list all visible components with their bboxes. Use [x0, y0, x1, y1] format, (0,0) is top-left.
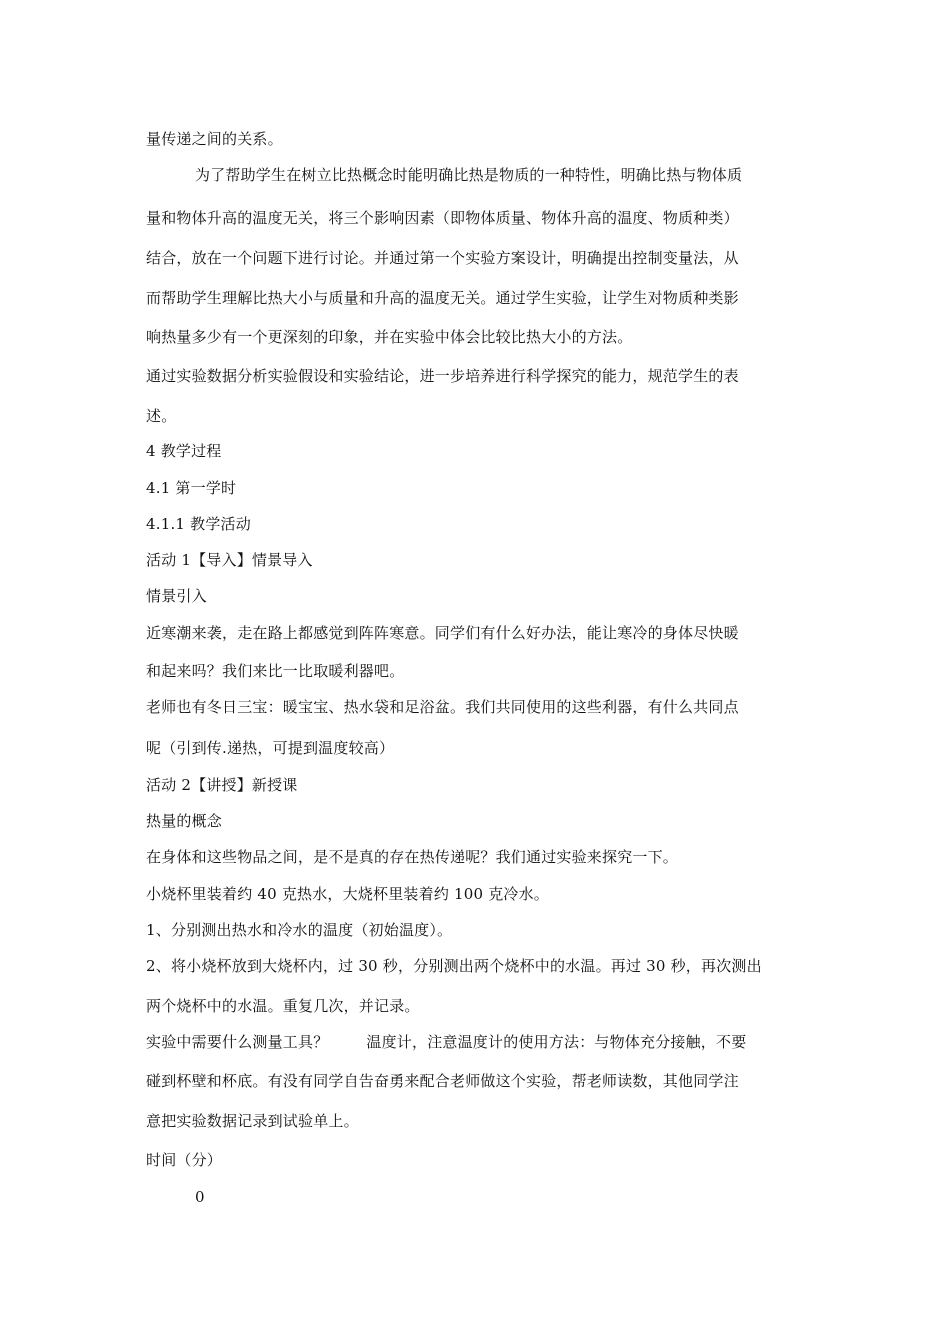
activity-heading: 活动 2【讲授】新授课 — [146, 776, 298, 794]
question-text: 实验中需要什么测量工具？ — [146, 1033, 329, 1051]
text-line: 老师也有冬日三宝：暖宝宝、热水袋和足浴盆。我们共同使用的这些利器，有什么共同点 — [146, 698, 739, 716]
list-item: 2、将小烧杯放到大烧杯内，过 30 秒，分别测出两个烧杯中的水温。再过 30 秒，再次测出 — [146, 957, 762, 975]
text-line — [146, 1033, 746, 1051]
table-cell-value: 0 — [195, 1188, 205, 1206]
topic-heading: 热量的概念 — [146, 812, 223, 830]
text-line: 碰到杯壁和杯底。有没有同学自告奋勇来配合老师做这个实验，帮老师读数，其他同学注 — [146, 1072, 739, 1090]
text-line: 和起来吗？我们来比一比取暖利器吧。 — [146, 662, 405, 680]
text-line: 两个烧杯中的水温。重复几次，并记录。 — [146, 997, 420, 1015]
subsection-heading: 4.1 第一学时 — [146, 479, 237, 497]
text-line: 近寒潮来袭，走在路上都感觉到阵阵寒意。同学们有什么好办法，能让寒冷的身体尽快暖 — [146, 624, 739, 642]
text-line: 意把实验数据记录到试验单上。 — [146, 1112, 359, 1130]
text-line: 量传递之间的关系。 — [146, 130, 283, 148]
answer-text: 温度计，注意温度计的使用方法：与物体充分接触，不要 — [366, 1033, 747, 1051]
activity-heading: 活动 1【导入】情景导入 — [146, 551, 313, 569]
text-line: 呢（引到传.递热，可提到温度较高） — [146, 739, 395, 757]
section-heading: 4 教学过程 — [146, 442, 222, 460]
text-line: 通过实验数据分析实验假设和实验结论，进一步培养进行科学探究的能力，规范学生的表 — [146, 367, 739, 385]
list-item: 1、分别测出热水和冷水的温度（初始温度）。 — [146, 921, 453, 939]
table-header-label: 时间（分） — [146, 1151, 223, 1169]
text-line: 述。 — [146, 407, 177, 425]
paragraph-first-line: 为了帮助学生在树立比热概念时能明确比热是物质的一种特性，明确比热与物体质 — [195, 166, 743, 184]
text-line: 结合，放在一个问题下进行讨论。并通过第一个实验方案设计，明确提出控制变量法，从 — [146, 249, 739, 267]
text-line: 而帮助学生理解比热大小与质量和升高的温度无关。通过学生实验，让学生对物质种类影 — [146, 289, 739, 307]
text-line: 量和物体升高的温度无关，将三个影响因素（即物体质量、物体升高的温度、物质种类） — [146, 209, 739, 227]
topic-heading: 情景引入 — [146, 587, 207, 605]
subsubsection-heading: 4.1.1 教学活动 — [146, 515, 251, 533]
text-line: 在身体和这些物品之间，是不是真的存在热传递呢？我们通过实验来探究一下。 — [146, 848, 679, 866]
text-line: 小烧杯里装着约 40 克热水，大烧杯里装着约 100 克冷水。 — [146, 885, 549, 903]
text-line: 响热量多少有一个更深刻的印象，并在实验中体会比较比热大小的方法。 — [146, 328, 633, 346]
